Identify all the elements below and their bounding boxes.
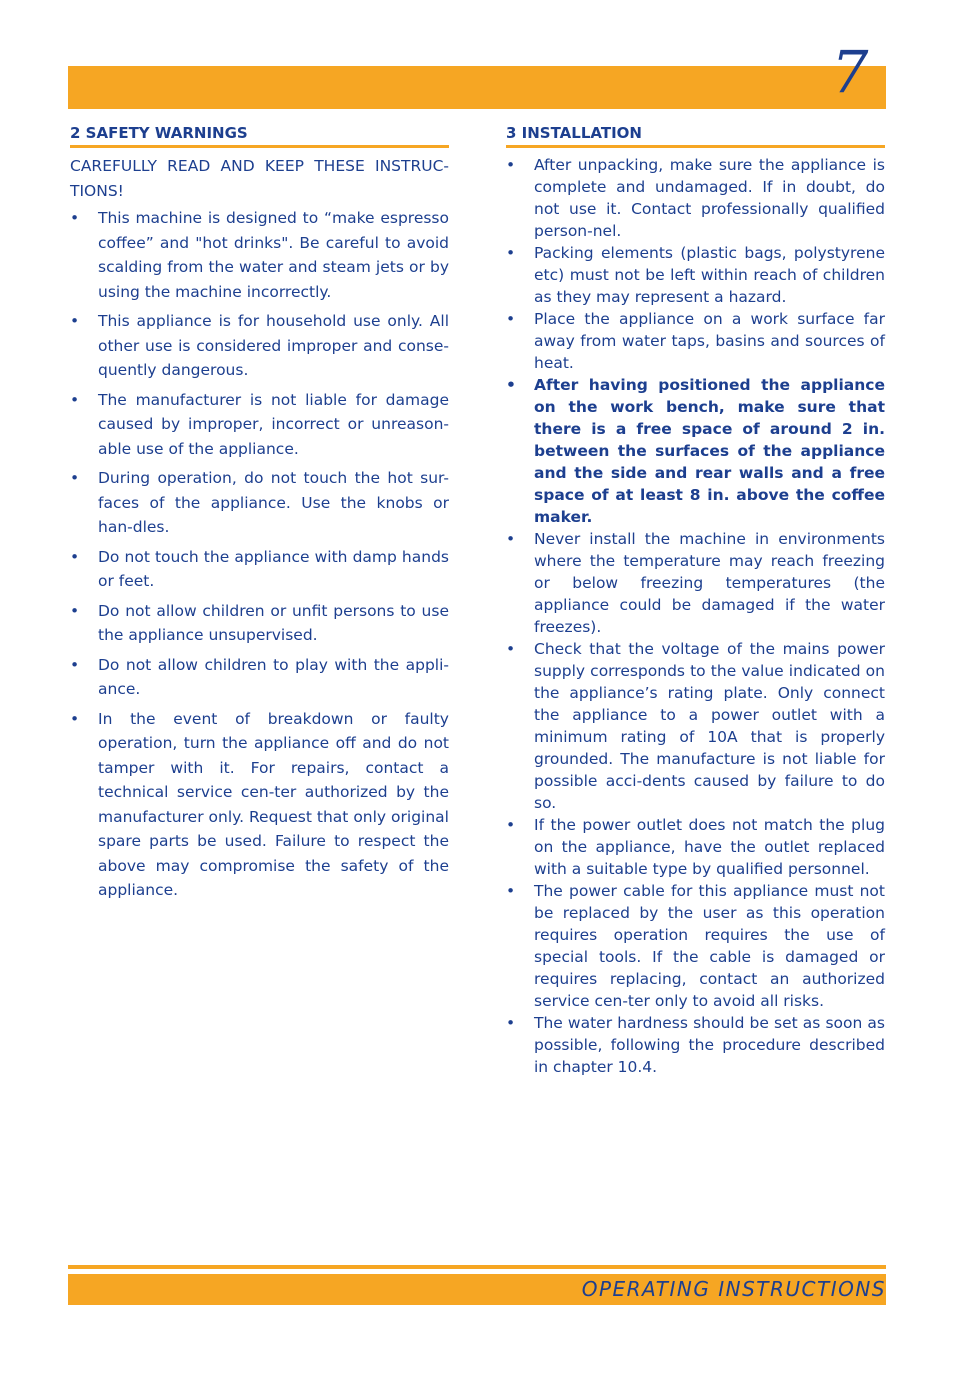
bullet-icon: • (70, 547, 80, 566)
bullet-icon: • (70, 209, 80, 227)
intro-text: CAREFULLY READ AND KEEP THESE INSTRUC-TIONS! (70, 157, 449, 200)
installation-list (506, 154, 885, 1078)
list-item-emphasized (506, 374, 885, 528)
bullet-icon: • (70, 469, 80, 487)
list-item-text: This appliance is for household use only. All other use is considered improper and conse-quently dangerous. (98, 312, 449, 379)
list-item-text: The water hardness should be set as soon as possible, following the procedure described in chapter 10.4. (534, 1014, 885, 1076)
list-item (70, 309, 449, 383)
bullet-icon: • (70, 390, 80, 409)
list-item (70, 206, 449, 304)
list-item-text: Never install the machine in environments where the temperature may reach freezing or below freezing temperatures (the appliance could be damaged if the water freezes). (534, 530, 885, 636)
list-item-text: This machine is designed to “make espresso coffee” and "hot drinks". Be careful to avoid scalding from the water and steam jets or by using the machine incorrectly. (98, 209, 449, 301)
list-item-text: After having positioned the appliance on the work bench, make sure that there is a free space of around 2 in. between the surfaces of the appliance and the side and rear walls and a free space of at least 8 in. above the coffee maker. (534, 376, 885, 526)
safety-list (70, 206, 449, 903)
page-number: 7 (831, 38, 869, 106)
list-item-text: In the event of breakdown or faulty operation, turn the appliance off and do not tamper with it. For repairs, contact a technical service cen-ter authorized by the manufacturer only. Request that only original spare parts be used. Failure to respect the above may compromise the safety of the appliance. (98, 709, 449, 899)
bullet-icon: • (506, 156, 516, 174)
list-item (70, 707, 449, 903)
bullet-icon: • (506, 1014, 516, 1032)
footer-bar (68, 1274, 886, 1305)
bullet-icon: • (70, 312, 80, 330)
list-item-text: After unpacking, make sure the appliance is complete and undamaged. If in doubt, do not use it. Contact professionally qualified person-nel. (534, 156, 885, 240)
list-item (506, 528, 885, 638)
list-item (70, 388, 449, 462)
list-item-text: The power cable for this appliance must not be replaced by the user as this operation requires operation requires the use of special tools. If the cable is damaged or requires replacing, contact an authorized service cen-ter only to avoid all risks. (534, 882, 885, 1010)
list-item (70, 466, 449, 540)
section-heading: 2 SAFETY WARNINGS (70, 124, 449, 148)
list-item-text: Check that the voltage of the mains power supply corresponds to the value indicated on the appliance’s rating plate. Only connect the appliance to a power outlet with a minimum rating of 10A that is properly grounded. The manufacture is not liable for possible acci-dents caused by failure to do so. (534, 640, 885, 812)
list-item (506, 154, 885, 242)
list-item-text: Do not allow children or unfit persons to use the appliance unsupervised. (98, 601, 449, 644)
section-heading: 3 INSTALLATION (506, 124, 885, 148)
installation-section (506, 124, 885, 1078)
list-item-text: Do not touch the appliance with damp hands or feet. (98, 547, 449, 590)
list-item-text: During operation, do not touch the hot sur-faces of the appliance. Use the knobs or han-dles. (98, 469, 449, 536)
bullet-icon: • (506, 816, 516, 834)
list-item (506, 1012, 885, 1078)
list-item (70, 545, 449, 594)
list-item-text: Place the appliance on a work surface far away from water taps, basins and sources of heat. (534, 310, 885, 372)
safety-warnings-section (70, 124, 449, 908)
bullet-icon: • (506, 376, 516, 394)
list-item-text: Packing elements (plastic bags, polystyrene etc) must not be left within reach of children as they may represent a hazard. (534, 244, 885, 306)
list-item (70, 653, 449, 702)
list-item-text: Do not allow children to play with the appli-ance. (98, 655, 449, 698)
bullet-icon: • (506, 530, 516, 548)
bullet-icon: • (70, 655, 80, 674)
list-item (506, 308, 885, 374)
list-item (506, 242, 885, 308)
footer-title: OPERATING INSTRUCTIONS (581, 1277, 886, 1301)
list-item (70, 599, 449, 648)
list-item (506, 814, 885, 880)
list-item-text: The manufacturer is not liable for damage caused by improper, incorrect or unreason-able use of the appliance. (98, 390, 449, 458)
footer-rule (68, 1265, 886, 1269)
bullet-icon: • (70, 601, 80, 620)
bullet-icon: • (506, 244, 516, 262)
list-item (506, 638, 885, 814)
list-item-text: If the power outlet does not match the plug on the appliance, have the outlet replaced with a suitable type by qualified personnel. (534, 816, 885, 878)
bullet-icon: • (506, 882, 516, 900)
bullet-icon: • (506, 640, 516, 658)
bullet-icon: • (506, 310, 516, 328)
header-bar (68, 66, 886, 109)
bullet-icon: • (70, 709, 80, 728)
list-item (506, 880, 885, 1012)
